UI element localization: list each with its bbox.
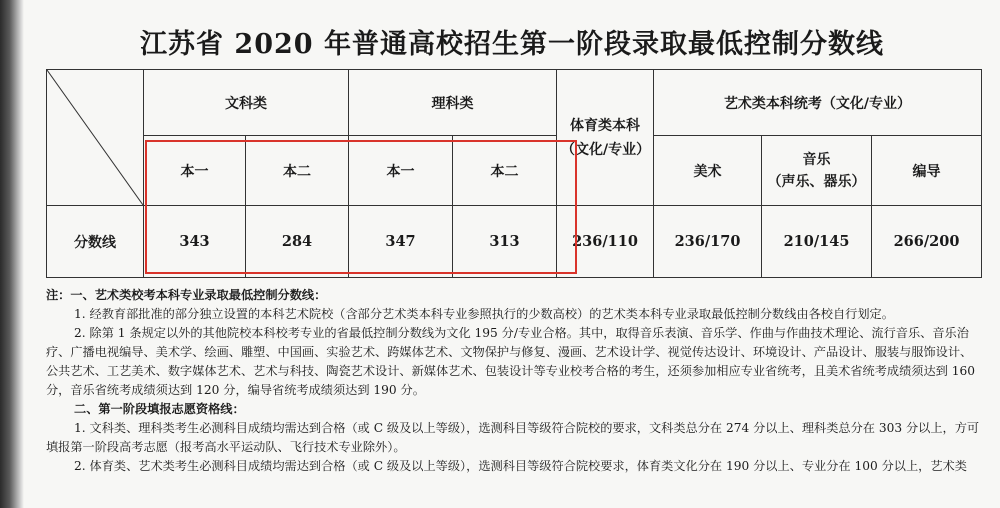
header-meishu: 美术 (654, 136, 762, 206)
note-heading-1: 注：一、艺术类校考本科专业录取最低控制分数线： (46, 288, 327, 302)
note-item-2-2: 2. 体育类、艺术类考生必测科目成绩均需达到合格（或 C 级及以上等级），选测科目等级符合院校要求，体育类文化分在 190 分以上、专业分在 100 分以上，艺术类 (74, 459, 967, 473)
score-wenke-benyi: 343 (144, 206, 246, 278)
score-table (46, 69, 982, 278)
score-biandao: 266/200 (872, 206, 982, 278)
note-item-2-1: 1. 文科类、理科类考生必测科目成绩均需达到合格（或 C 级及以上等级），选测科目等级符合院校的要求，文科类总分在 274 分以上、理科类总分在 303 分以上，方可填报第一阶段高考志愿（报考高水平运动队、飞行技术专业除外）。 (46, 421, 980, 454)
header-wenke-benyi: 本一 (144, 136, 246, 206)
document-page (24, 0, 1000, 508)
header-yishu: 艺术类本科统考（文化/专业） (654, 70, 982, 136)
row-label-score: 分数线 (47, 206, 144, 278)
note-heading-2: 二、第一阶段填报志愿资格线： (74, 402, 245, 416)
page-binding-shadow (0, 0, 24, 508)
diagonal-header-cell (47, 70, 144, 206)
score-yinyue: 210/145 (762, 206, 872, 278)
score-like-bener: 313 (453, 206, 557, 278)
notes-section (46, 286, 981, 476)
header-wenke: 文科类 (144, 70, 349, 136)
page-title: 江苏省 2020 年普通高校招生第一阶段录取最低控制分数线 (140, 29, 884, 60)
header-yinyue-main: 音乐 (802, 151, 831, 168)
header-like-benyi: 本一 (349, 136, 453, 206)
header-yinyue (762, 136, 872, 206)
header-like-bener: 本二 (453, 136, 557, 206)
header-tiyu: 体育类本科（文化/专业） (557, 70, 654, 206)
header-wenke-bener: 本二 (246, 136, 349, 206)
header-biandao: 编导 (872, 136, 982, 206)
score-meishu: 236/170 (654, 206, 762, 278)
score-wenke-bener: 284 (246, 206, 349, 278)
diagonal-line (47, 70, 143, 205)
score-like-benyi: 347 (349, 206, 453, 278)
note-item-1-1: 1. 经教育部批准的部分独立设置的本科艺术院校（含部分艺术类本科专业参照执行的少数高校）的艺术类本科专业录取最低控制分数线由各校自行划定。 (74, 307, 894, 321)
header-yinyue-sub: （声乐、器乐） (767, 173, 866, 190)
score-tiyu: 236/110 (557, 206, 654, 278)
header-like: 理科类 (349, 70, 557, 136)
note-item-1-2: 2. 除第 1 条规定以外的其他院校本科校考专业的省最低控制分数线为文化 195 分/专业合格。其中，取得音乐表演、音乐学、作曲与作曲技术理论、流行音乐、音乐治疗、广播电视编导、美术学、绘画、雕塑、中国画、实验艺术、跨媒体艺术、文物保护与修复、漫画、艺术设计学、视觉传达设计、环境设计、产品设计、服装与服饰设计、公共艺术、工艺美术、数字媒体艺术、艺术与科技、陶瓷艺术设计、新媒体艺术、包装设计等专业校考合格的考生，还须参加相应专业省统考，且美术省统考成绩须达到 160 分，音乐省统考成绩须达到 120 分，编导省统考成绩须达到 190 分。 (46, 326, 976, 397)
